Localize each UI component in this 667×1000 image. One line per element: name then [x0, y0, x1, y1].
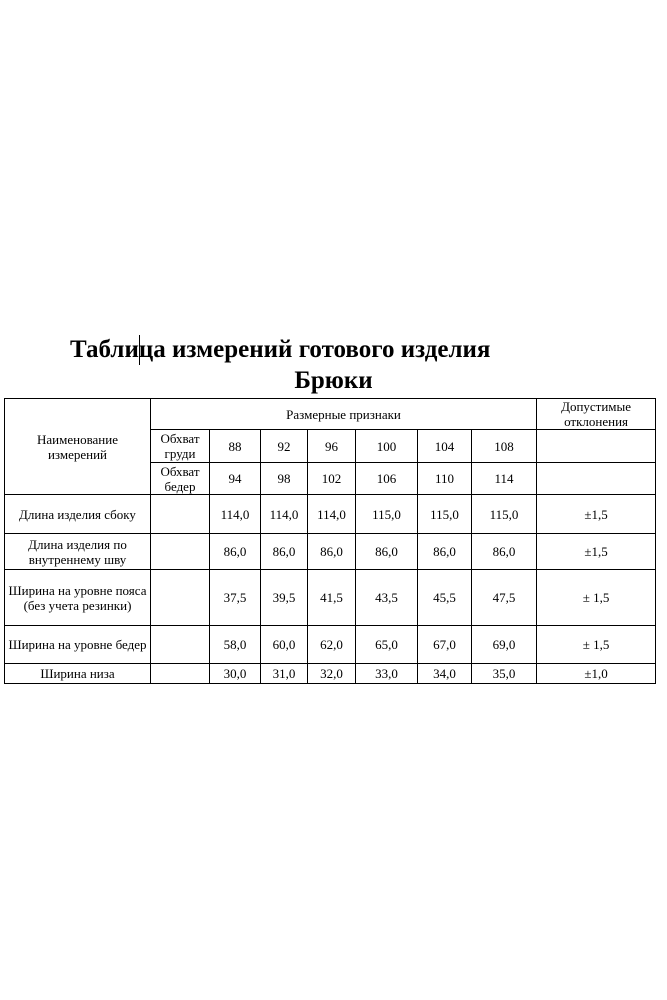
row-value: 86,0 [308, 534, 356, 570]
row-tolerance: ±1,5 [537, 534, 656, 570]
param-value: 96 [308, 430, 356, 463]
row-name: Длина изделия сбоку [5, 495, 151, 534]
row-value: 86,0 [261, 534, 308, 570]
row-value: 69,0 [472, 626, 537, 664]
table-row [5, 534, 656, 570]
row-value: 86,0 [210, 534, 261, 570]
row-value: 62,0 [308, 626, 356, 664]
row-value: 115,0 [356, 495, 418, 534]
document-title [0, 334, 667, 396]
param-value: 108 [472, 430, 537, 463]
param-value: 110 [418, 463, 472, 495]
param-value: 102 [308, 463, 356, 495]
row-value: 37,5 [210, 570, 261, 626]
table-row [5, 664, 656, 684]
param-label: Обхват груди [151, 430, 210, 463]
table-row [5, 626, 656, 664]
row-value: 86,0 [356, 534, 418, 570]
row-value: 43,5 [356, 570, 418, 626]
param-label: Обхват бедер [151, 463, 210, 495]
row-value: 58,0 [210, 626, 261, 664]
param-value: 104 [418, 430, 472, 463]
row-value: 60,0 [261, 626, 308, 664]
row-value: 31,0 [261, 664, 308, 684]
row-tolerance: ± 1,5 [537, 570, 656, 626]
empty-cell [151, 534, 210, 570]
row-value: 86,0 [418, 534, 472, 570]
param-value: 98 [261, 463, 308, 495]
param-value: 100 [356, 430, 418, 463]
param-value: 106 [356, 463, 418, 495]
row-tolerance: ±1,0 [537, 664, 656, 684]
row-name: Ширина на уровне бедер [5, 626, 151, 664]
row-value: 33,0 [356, 664, 418, 684]
row-value: 47,5 [472, 570, 537, 626]
table-row [5, 570, 656, 626]
row-tolerance: ±1,5 [537, 495, 656, 534]
row-value: 67,0 [418, 626, 472, 664]
param-value: 94 [210, 463, 261, 495]
row-value: 32,0 [308, 664, 356, 684]
row-name: Ширина на уровне пояса (без учета резинки) [5, 570, 151, 626]
empty-cell [151, 626, 210, 664]
row-value: 86,0 [472, 534, 537, 570]
empty-cell [151, 495, 210, 534]
row-value: 114,0 [261, 495, 308, 534]
row-value: 39,5 [261, 570, 308, 626]
table-row [5, 495, 656, 534]
size-params-header: Размерные признаки [151, 399, 537, 430]
table-header-row [5, 399, 656, 430]
empty-cell [537, 463, 656, 495]
row-value: 65,0 [356, 626, 418, 664]
row-value: 115,0 [418, 495, 472, 534]
param-value: 92 [261, 430, 308, 463]
row-value: 35,0 [472, 664, 537, 684]
row-value: 34,0 [418, 664, 472, 684]
param-value: 114 [472, 463, 537, 495]
row-tolerance: ± 1,5 [537, 626, 656, 664]
empty-cell [151, 664, 210, 684]
row-name: Ширина низа [5, 664, 151, 684]
title-line-2: Брюки [294, 367, 373, 394]
row-value: 114,0 [308, 495, 356, 534]
empty-cell [537, 430, 656, 463]
row-name: Длина изделия по внутреннему шву [5, 534, 151, 570]
row-value: 114,0 [210, 495, 261, 534]
row-value: 30,0 [210, 664, 261, 684]
row-value: 41,5 [308, 570, 356, 626]
name-column-header: Наименование измерений [5, 399, 151, 495]
param-value: 88 [210, 430, 261, 463]
title-line-1: Таблица измерений готового изделия [70, 336, 491, 363]
row-value: 45,5 [418, 570, 472, 626]
row-value: 115,0 [472, 495, 537, 534]
tolerance-header: Допустимые отклонения [537, 399, 656, 430]
empty-cell [151, 570, 210, 626]
measurement-table [4, 398, 656, 684]
